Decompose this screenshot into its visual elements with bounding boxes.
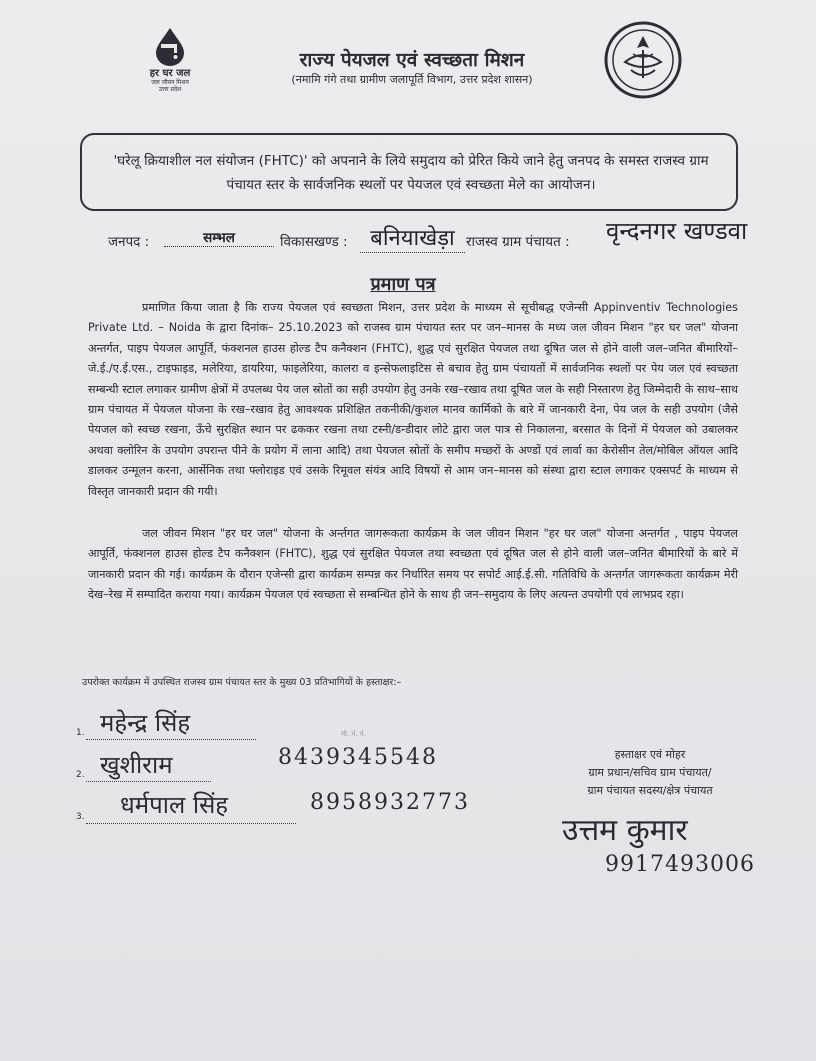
official-stamp-block (560, 746, 740, 800)
official-designation-1: ग्राम प्रधान/सचिव ग्राम पंचायत/ (588, 766, 712, 779)
participants-note: उपरोक्त कार्यक्रम में उपस्थित राजस्व ग्राम पंचायत स्तर के मुख्य 03 प्रतिभागियों के हस्ताक्षर:– (82, 677, 402, 688)
official-phone: 9917493006 (605, 852, 755, 877)
district-label: जनपद : (108, 234, 150, 250)
logo-line-3: उत्तर प्रदेश (158, 86, 182, 93)
participant-phone: 8958932773 (310, 790, 470, 815)
signature-line (86, 822, 296, 824)
official-signature: उत्तम कुमार (562, 813, 688, 848)
logo-line-1: हर घर जल (149, 68, 191, 79)
certificate-paragraph-1: प्रमाणित किया जाता है कि राज्य पेयजल एवं स्वच्छता मिशन, उत्तर प्रदेश के माध्यम से सूचीबद्ध एजेन्सी Appinventiv Technologies Private Ltd. – Noida के द्वारा दिनांक– 25.10.2023 को राजस्व ग्राम पंचायत स्तर पर जन–मानस के मध्य जल जीवन मिशन "हर घर जल" योजना अन्तर्गत, पाइप पेयजल आपूर्ति, फंक्शनल हाउस होल्ड टैप कनैक्शन (FHTC), शुद्ध एवं सुरक्षित पेयजल तथा दूषित जल से होने वाली जल–जनित बीमारियों–जे.ई./ए.ई.एस., टाइफाइड, मलेरिया, डायरिया, फाइलेरिया, कालरा व इन्सेफलाइटिस से बचाव हेतु ग्राम पंचायतों में सार्वजनिक स्थलों पर पेय जल एवं स्वच्छता सम्बन्धी स्टाल लगाकर ग्रामीण क्षेत्रों में उपलब्ध पेय जल स्रोतों का सही उपयोग हेतु उनके रख–रखाव तथा दूषित जल के सही निस्तारण हेतु जिम्मेदारी के साथ–साथ ग्राम पंचायत में पेयजल योजना के रख–रखाव हेतु आवश्यक प्रशिक्षित तकनीकी/कुशल मानव कार्मिको के बारे में जानकारी देना, पेय जल के सही उपयोग (जैसे पेयजल को स्वच्छ रखना, ऊँचे सुरक्षित स्थान पर ढककर रखना तथा टस्नी/डन्डीदार लोटे द्वारा जल पात्र से निकालना, बरसात के दिनों में पेयजल को उबालकर अथवा क्लोरिन के उपयोग उपरान्त पीने के प्रयोग में लाना आदि) तथा पेयजल स्रोतों के समीप मच्छरों के अण्डों एवं लार्वा का केरोसीन तेल/मोबिल ऑयल आदि डालकर उन्मूलन करना, आर्सेनिक तथा फ्लोराइड एवं उसके रिमूवल संयंत्र आदि विषयों से आम जन–मानस को संस्था द्वारा स्टाल लगाकर एक्सपर्ट के माध्यम से विस्तृत जानकारी प्रदान की गयी। (88, 301, 738, 498)
panchayat-label: राजस्व ग्राम पंचायत : (466, 234, 570, 250)
district-value: सम्भल (164, 228, 274, 247)
up-government-emblem (603, 20, 683, 100)
emblem-seal-icon (603, 20, 683, 100)
participant-number: 2. (76, 770, 85, 780)
certificate-title: प्रमाण पत्र (370, 274, 436, 295)
block-value: बनियाखेड़ा (360, 222, 465, 253)
logo-line-2: जल जीवन मिशन (151, 79, 189, 86)
organization-title: राज्य पेयजल एवं स्वच्छता मिशन (299, 49, 525, 71)
certificate-paragraph-2: जल जीवन मिशन "हर घर जल" योजना के अर्न्तगत जागरूकता कार्यक्रम के जल जीवन मिशन "हर घर जल" योजना अन्तर्गत , पाइप पेयजल आपूर्ति, फंक्शनल हाउस होल्ड टैप कनैक्शन (FHTC), शुद्ध एवं सुरक्षित पेयजल तथा स्वच्छता एवं दूषित जल से होने वाली जल–जनित बीमारियों के बारे में जानकारी प्रदान की गई। कार्यक्रम के दौरान एजेन्सी द्वारा कार्यक्रम सम्पन्न कर निर्धारित समय पर सपोर्ट आई.ई.सी. गतिविधि के अन्तर्गत जागरूकता कार्यक्रम मेरी देख–रेख में सम्पादित कराया गया। कार्यक्रम पेयजल एवं स्वच्छता से सम्बन्धित होने के साथ ही जन–समुदाय के लिए अत्यन्त उपयोगी एवं लाभप्रद रहा। (88, 527, 738, 602)
signature-and-seal-label: हस्ताक्षर एवं मोहर (614, 748, 686, 761)
participant-signature: महेन्द्र सिंह (100, 709, 191, 737)
location-row (108, 217, 808, 258)
participant-number: 3. (76, 812, 85, 822)
har-ghar-jal-logo (138, 26, 202, 93)
water-drop-icon (150, 26, 190, 66)
organization-subtitle: (नमामि गंगे तथा ग्रामीण जलापूर्ति विभाग, उत्तर प्रदेश शासन) (291, 73, 533, 86)
participant-number: 1. (76, 728, 85, 738)
block-label: विकासखण्ड : (280, 234, 348, 250)
official-designation-2: ग्राम पंचायत सदस्य/क्षेत्र पंचायत (587, 784, 713, 797)
panchayat-value: वृन्दनगर खण्डवा (606, 217, 748, 245)
event-banner: 'घरेलू क्रियाशील नल संयोजन (FHTC)' को अपनाने के लिये समुदाय को प्रेरित किये जाने हेतु जनपद के समस्त राजस्व ग्राम पंचायत स्तर के सार्वजनिक स्थलों पर पेयजल एवं स्वच्छता मेले का आयोजन। (80, 133, 738, 211)
mobile-number-label: मो. नं. नं. (341, 730, 366, 738)
participant-signature: खुशीराम (100, 751, 173, 779)
participant-phone: 8439345548 (278, 745, 438, 770)
participant-signature: धर्मपाल सिंह (120, 791, 229, 819)
